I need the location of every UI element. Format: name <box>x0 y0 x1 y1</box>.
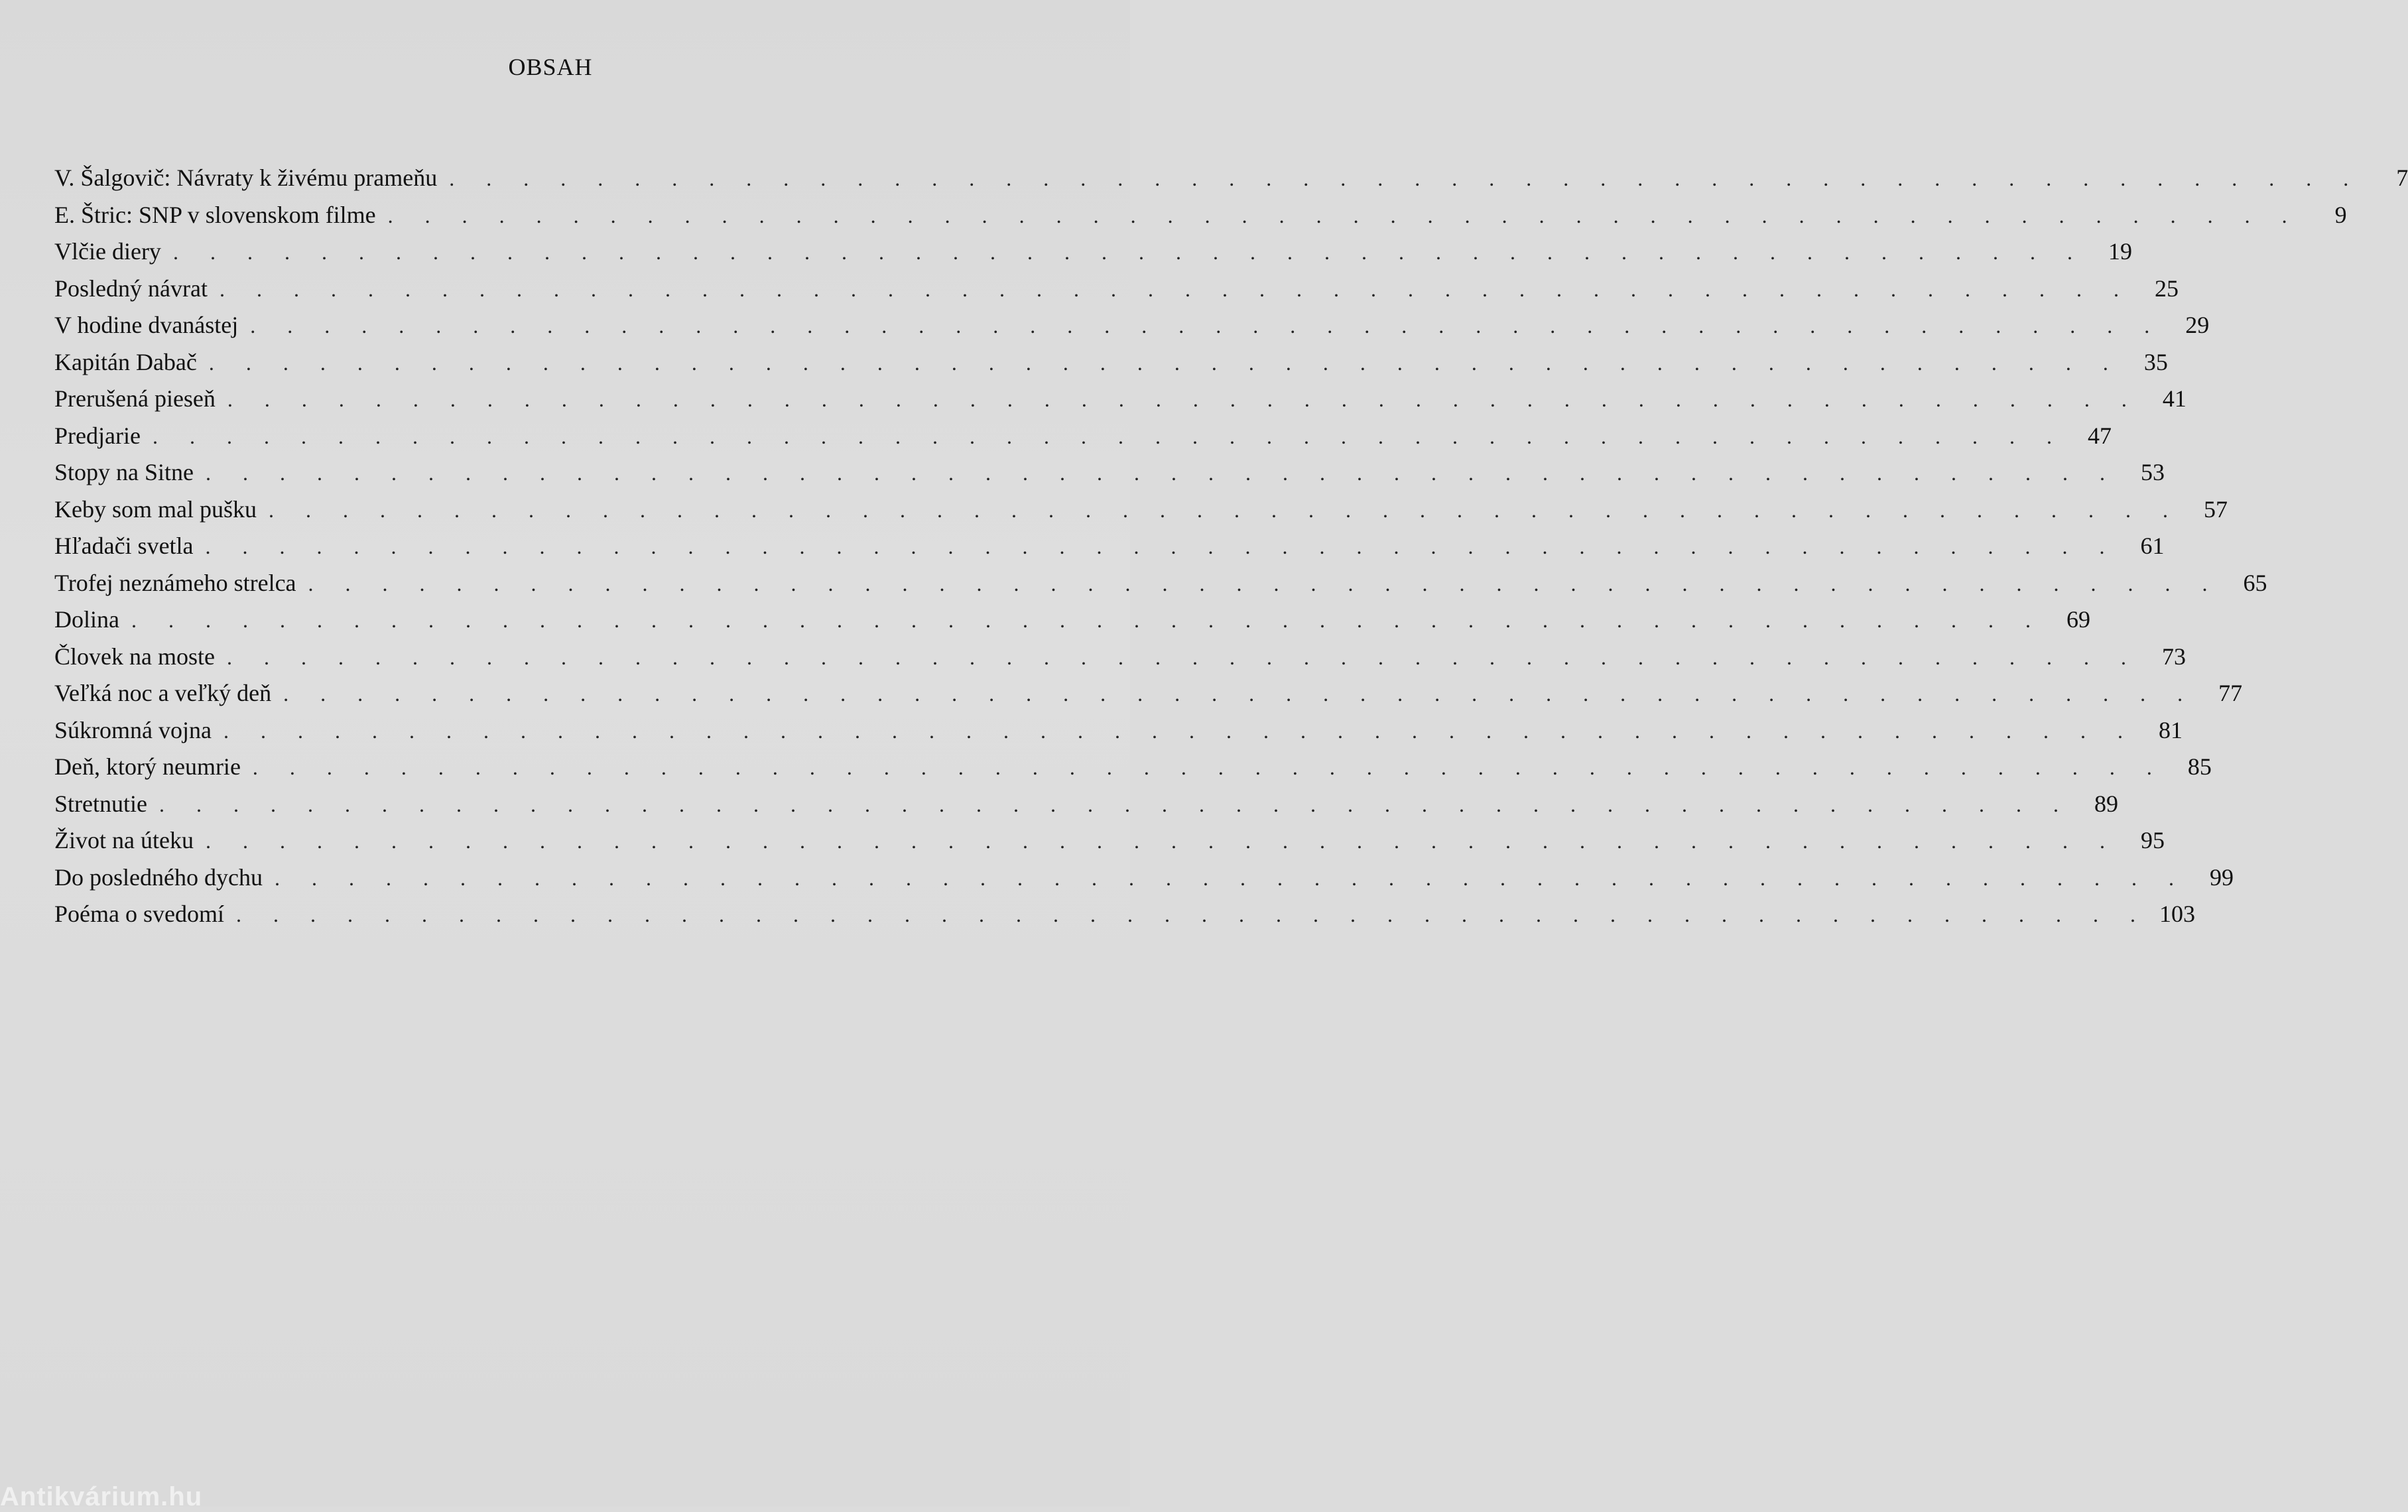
toc-entry-title: Človek na moste <box>54 643 215 670</box>
toc-entry-page-number: 41 <box>2162 385 2186 412</box>
toc-dot-leader: . . . . . . . . . . . . . . . . . . . . . . . . . . . . . . . . . . . . . . . . . . . . . . . . . . . . <box>274 865 2187 890</box>
toc-entry-title: Deň, ktorý neumrie <box>54 753 241 780</box>
toc-entry-title: Poéma o svedomí <box>54 901 224 927</box>
toc-entry-page-number: 99 <box>2209 863 2234 891</box>
toc-entry <box>54 569 2267 606</box>
toc-entry-page-number: 95 <box>2140 827 2165 853</box>
toc-entry-page-number: 85 <box>2187 753 2212 780</box>
toc-entry <box>54 605 2090 643</box>
toc-entry <box>54 863 2234 901</box>
toc-dot-leader: . . . . . . . . . . . . . . . . . . . . . . . . . . . . . . . . . . . . . . . . . . . . . . . . . . . . <box>206 461 2119 485</box>
toc-dot-leader: . . . . . . . . . . . . . . . . . . . . . . . . . . . . . . . . . . . . . . . . . . . . . . . . . . . . <box>158 792 2072 816</box>
toc-dot-leader: . . . . . . . . . . . . . . . . . . . . . . . . . . . . . . . . . . . . . . . . . . . . . . . . . . . . <box>219 277 2132 301</box>
toc-entry-title: Veľká noc a veľký deň <box>54 680 272 706</box>
toc-entry-page-number: 9 <box>2334 201 2347 228</box>
toc-entry <box>54 753 2212 790</box>
toc-entry <box>54 495 2228 533</box>
toc-entry-page-number: 19 <box>2108 238 2132 265</box>
toc-entry-page-number: 47 <box>2087 422 2112 449</box>
toc-entry-title: Stretnutie <box>54 790 147 817</box>
toc-entry-title: Predjarie <box>54 422 141 449</box>
toc-dot-leader: . . . . . . . . . . . . . . . . . . . . . . . . . . . . . . . . . . . . . . . . . . . . . . . . . . . . <box>268 497 2181 522</box>
toc-entry-page-number: 25 <box>2154 275 2179 302</box>
toc-entry-page-number: 69 <box>2066 606 2090 633</box>
toc-entry-page-number: 65 <box>2243 569 2267 596</box>
toc-entry-title: Trofej neznámeho strelca <box>54 569 296 596</box>
toc-entry-page-number: 29 <box>2185 312 2210 338</box>
toc-entry-page-number: 77 <box>2218 680 2243 706</box>
toc-entry <box>54 385 2186 422</box>
toc-entry <box>54 201 2347 238</box>
table-of-contents <box>54 164 2408 937</box>
toc-entry-title: Dolina <box>54 606 119 633</box>
toc-entry-title: Keby som mal pušku <box>54 495 257 523</box>
toc-entry-title: Kapitán Dabač <box>54 348 197 375</box>
toc-entry <box>54 164 2408 201</box>
toc-entry <box>54 679 2243 716</box>
toc-entry-title: Do posledného dychu <box>54 863 263 891</box>
toc-entry-page-number: 53 <box>2141 459 2165 485</box>
toc-entry <box>54 532 2165 569</box>
toc-entry <box>54 348 2168 385</box>
toc-dot-leader: . . . . . . . . . . . . . . . . . . . . . . . . . . . . . . . . . . . . . . . . . . . . . . . . . . . . <box>235 903 2149 926</box>
toc-entry-title: V hodine dvanástej <box>54 312 239 338</box>
toc-dot-leader: . . . . . . . . . . . . . . . . . . . . . . . . . . . . . . . . . . . . . . . . . . . . . . . . . . . . <box>283 682 2196 706</box>
toc-entry-title: Stopy na Sitne <box>54 459 194 485</box>
toc-dot-leader: . . . . . . . . . . . . . . . . . . . . . . . . . . . . . . . . . . . . . . . . . . . . . . . . . . . . <box>208 350 2122 375</box>
toc-dot-leader: . . . . . . . . . . . . . . . . . . . . . . . . . . . . . . . . . . . . . . . . . . . . . . . . . . . . <box>252 755 2165 779</box>
toc-entry <box>54 311 2210 348</box>
toc-entry-page-number: 81 <box>2158 716 2183 743</box>
toc-dot-leader: . . . . . . . . . . . . . . . . . . . . . . . . . . . . . . . . . . . . . . . . . . . . . . . . . . . . <box>449 166 2362 190</box>
toc-entry <box>54 826 2165 863</box>
toc-dot-leader: . . . . . . . . . . . . . . . . . . . . . . . . . . . . . . . . . . . . . . . . . . . . . . . . . . . . <box>205 535 2118 558</box>
toc-dot-leader: . . . . . . . . . . . . . . . . . . . . . . . . . . . . . . . . . . . . . . . . . . . . . . . . . . . . <box>205 829 2118 853</box>
watermark: Antikvárium.hu <box>0 1482 203 1511</box>
toc-dot-leader: . . . . . . . . . . . . . . . . . . . . . . . . . . . . . . . . . . . . . . . . . . . . . . . . . . . . <box>227 387 2140 411</box>
toc-dot-leader: . . . . . . . . . . . . . . . . . . . . . . . . . . . . . . . . . . . . . . . . . . . . . . . . . . . . <box>226 645 2139 669</box>
toc-entry-page-number: 103 <box>2159 901 2195 927</box>
toc-dot-leader: . . . . . . . . . . . . . . . . . . . . . . . . . . . . . . . . . . . . . . . . . . . . . . . . . . . . <box>152 424 2065 448</box>
toc-entry <box>54 790 2118 827</box>
toc-entry-title: Hľadači svetla <box>54 533 194 559</box>
toc-entry <box>54 422 2112 459</box>
toc-entry-title: Súkromná vojna <box>54 716 212 743</box>
toc-entry-page-number: 35 <box>2143 348 2168 375</box>
toc-entry <box>54 458 2165 495</box>
toc-entry-title: E. Štric: SNP v slovenskom filme <box>54 201 376 228</box>
toc-dot-leader: . . . . . . . . . . . . . . . . . . . . . . . . . . . . . . . . . . . . . . . . . . . . . . . . . . . . <box>308 571 2221 596</box>
toc-dot-leader: . . . . . . . . . . . . . . . . . . . . . . . . . . . . . . . . . . . . . . . . . . . . . . . . . . . . <box>387 203 2301 227</box>
toc-entry-page-number: 73 <box>2161 643 2186 670</box>
toc-entry-title: Posledný návrat <box>54 275 208 302</box>
toc-entry <box>54 275 2179 312</box>
toc-entry-title: V. Šalgovič: Návraty k živému prameňu <box>54 164 438 191</box>
toc-entry-title: Prerušená pieseň <box>54 385 216 412</box>
toc-entry-title: Vlčie diery <box>54 238 161 265</box>
toc-entry <box>54 643 2186 680</box>
toc-entry <box>54 237 2132 275</box>
toc-dot-leader: . . . . . . . . . . . . . . . . . . . . . . . . . . . . . . . . . . . . . . . . . . . . . . . . . . . . <box>250 314 2163 338</box>
toc-dot-leader: . . . . . . . . . . . . . . . . . . . . . . . . . . . . . . . . . . . . . . . . . . . . . . . . . . . . <box>172 240 2086 264</box>
toc-entry <box>54 716 2183 753</box>
toc-entry-title: Život na úteku <box>54 827 194 853</box>
toc-entry <box>54 900 2195 937</box>
toc-entry-page-number: 61 <box>2140 533 2165 559</box>
toc-entry-page-number: 89 <box>2094 790 2118 817</box>
toc-dot-leader: . . . . . . . . . . . . . . . . . . . . . . . . . . . . . . . . . . . . . . . . . . . . . . . . . . . . <box>131 608 2044 632</box>
toc-entry-page-number: 7 <box>2396 164 2408 191</box>
toc-dot-leader: . . . . . . . . . . . . . . . . . . . . . . . . . . . . . . . . . . . . . . . . . . . . . . . . . . . . <box>223 718 2136 743</box>
toc-entry-page-number: 57 <box>2203 495 2228 523</box>
page-title: OBSAH <box>508 54 593 80</box>
